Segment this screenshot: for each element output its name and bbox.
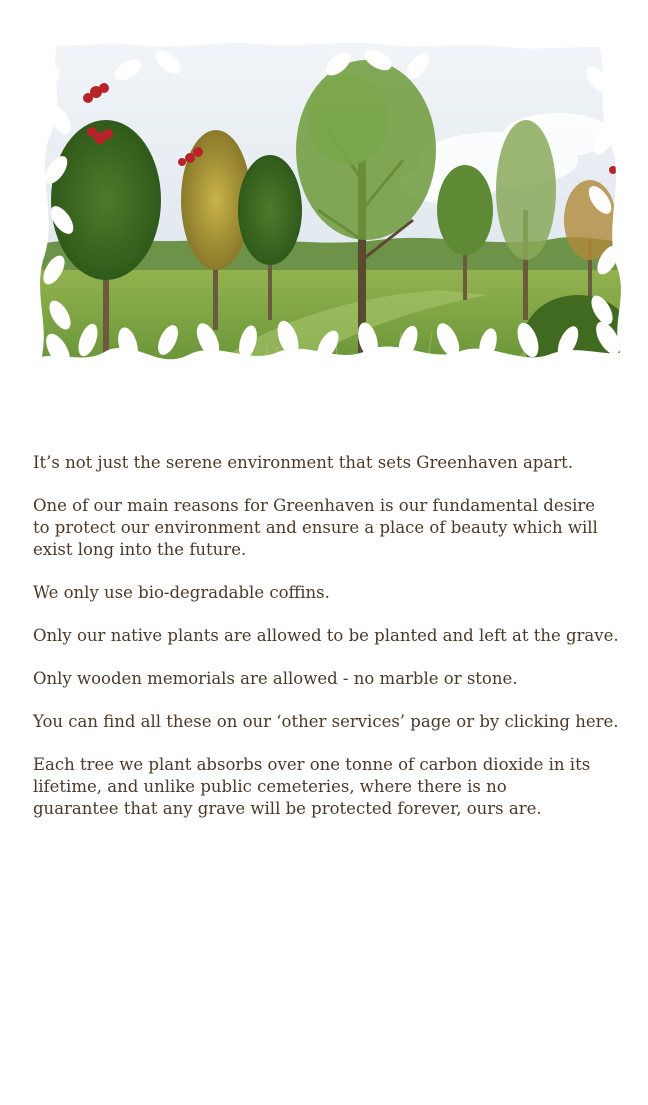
other-services-paragraph: You can find all these on our ‘other services’ page or by clicking here.	[33, 712, 619, 731]
mission-line: One of our main reasons for Greenhaven is our fundamental desire	[33, 496, 596, 515]
carbon-line: Each tree we plant absorbs over one tonne of carbon dioxide in its	[33, 755, 591, 774]
woodland-photo-with-leaf-frame-icon	[18, 40, 630, 426]
carbon-line: lifetime, and unlike public cemeteries, where there is no	[33, 777, 507, 796]
coffins-paragraph: We only use bio-degradable coffins.	[33, 583, 330, 602]
carbon-paragraph	[33, 754, 623, 820]
mission-line: exist long into the future.	[33, 540, 247, 559]
memorials-paragraph: Only wooden memorials are allowed - no marble or stone.	[33, 669, 518, 688]
intro-paragraph: It’s not just the serene environment that sets Greenhaven apart.	[33, 453, 573, 472]
mission-line: to protect our environment and ensure a place of beauty which will	[33, 518, 598, 537]
carbon-line: guarantee that any grave will be protected forever, ours are.	[33, 799, 542, 818]
hero-image	[18, 40, 630, 426]
plants-paragraph: Only our native plants are allowed to be planted and left at the grave.	[33, 626, 619, 645]
article-body	[33, 452, 623, 820]
mission-paragraph	[33, 495, 623, 561]
